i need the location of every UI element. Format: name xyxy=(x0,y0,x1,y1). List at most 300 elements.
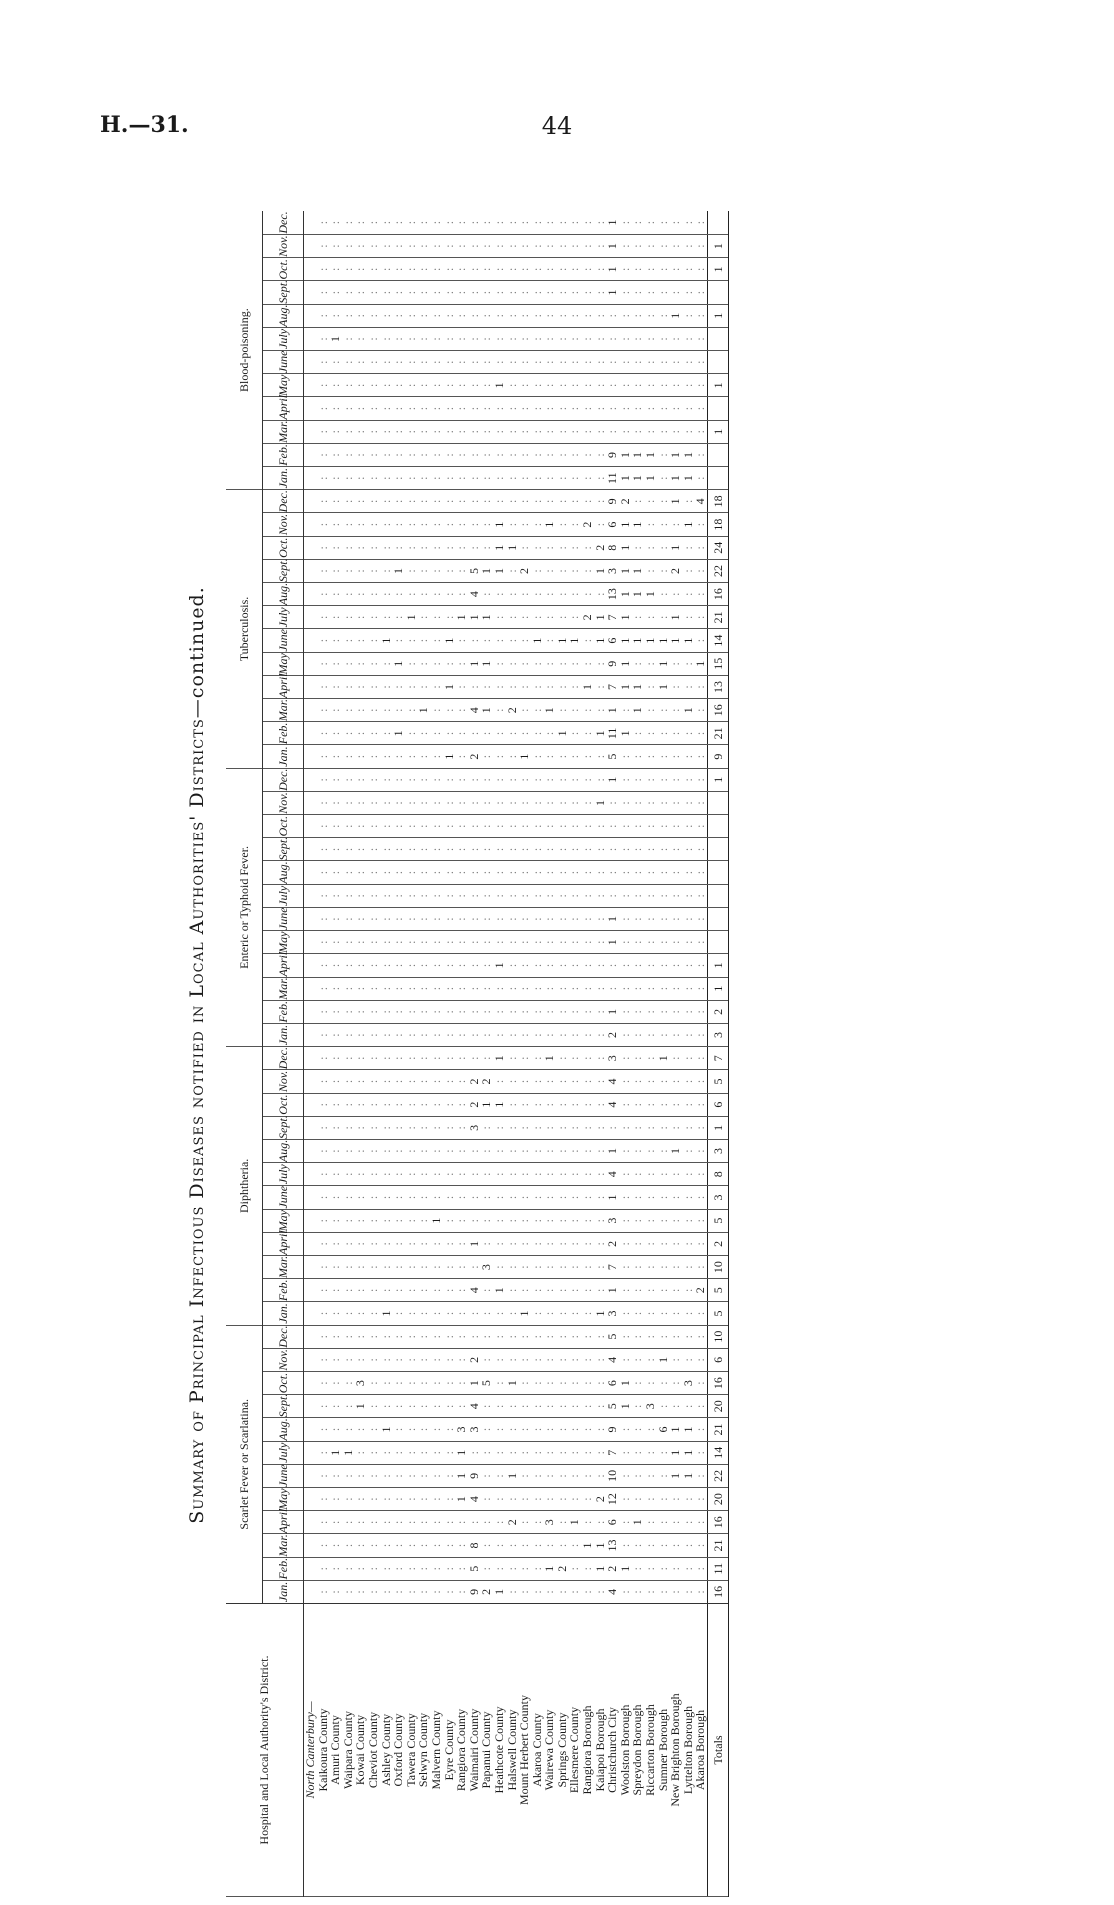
empty-cell: : xyxy=(417,1093,430,1116)
table-row xyxy=(392,211,405,1897)
case-count: 1 xyxy=(631,1511,644,1534)
empty-cell: : xyxy=(367,490,380,513)
empty-cell: : xyxy=(506,815,519,838)
empty-cell: : xyxy=(480,1279,493,1302)
empty-cell: : xyxy=(682,1139,695,1162)
empty-cell: : xyxy=(455,420,468,443)
case-count: 1 xyxy=(518,1302,531,1325)
empty-cell: : xyxy=(468,443,481,466)
empty-cell: : xyxy=(568,1557,581,1580)
empty-cell: : xyxy=(644,1255,657,1278)
empty-cell: : xyxy=(367,699,380,722)
empty-cell: : xyxy=(342,374,355,397)
case-count: 8 xyxy=(606,536,619,559)
empty-cell xyxy=(304,1534,317,1557)
total-value: 10 xyxy=(708,1255,729,1278)
empty-cell: : xyxy=(480,977,493,1000)
case-count: 1 xyxy=(594,722,607,745)
empty-cell: : xyxy=(631,931,644,954)
empty-cell: : xyxy=(380,1209,393,1232)
empty-cell: : xyxy=(354,1023,367,1046)
empty-cell: : xyxy=(631,327,644,350)
month-header: Feb. xyxy=(263,1000,304,1023)
empty-cell: : xyxy=(443,861,456,884)
empty-cell: : xyxy=(354,1580,367,1603)
case-count: 1 xyxy=(682,1441,695,1464)
empty-cell: : xyxy=(354,1209,367,1232)
case-count: 1 xyxy=(606,1186,619,1209)
empty-cell: : xyxy=(518,374,531,397)
empty-cell: : xyxy=(657,374,670,397)
empty-cell: : xyxy=(531,954,544,977)
empty-cell: : xyxy=(430,1000,443,1023)
empty-cell: : xyxy=(405,1255,418,1278)
empty-cell: : xyxy=(619,907,632,930)
empty-cell: : xyxy=(392,1534,405,1557)
empty-cell: : xyxy=(367,1139,380,1162)
empty-cell xyxy=(304,977,317,1000)
case-count: 1 xyxy=(480,699,493,722)
empty-cell: : xyxy=(317,420,330,443)
empty-cell: : xyxy=(581,327,594,350)
district-name: Waipara County xyxy=(342,1604,355,1897)
empty-cell: : xyxy=(367,235,380,258)
empty-cell: : xyxy=(329,351,342,374)
empty-cell: : xyxy=(317,1023,330,1046)
district-name: New Brighton Borough xyxy=(669,1604,682,1897)
empty-cell: : xyxy=(631,1186,644,1209)
empty-cell: : xyxy=(342,1000,355,1023)
empty-cell: : xyxy=(556,1534,569,1557)
month-header: Mar. xyxy=(263,1534,304,1557)
empty-cell: : xyxy=(581,443,594,466)
month-header: Sept. xyxy=(263,838,304,861)
empty-cell: : xyxy=(480,1232,493,1255)
empty-cell: : xyxy=(317,374,330,397)
empty-cell: : xyxy=(619,1325,632,1348)
total-value xyxy=(708,861,729,884)
empty-cell: : xyxy=(556,559,569,582)
empty-cell: : xyxy=(644,1000,657,1023)
empty-cell: : xyxy=(631,1023,644,1046)
empty-cell: : xyxy=(631,745,644,768)
district-name: Christchurch City xyxy=(606,1604,619,1897)
empty-cell: : xyxy=(430,374,443,397)
empty-cell: : xyxy=(430,211,443,235)
empty-cell: : xyxy=(682,327,695,350)
empty-cell: : xyxy=(594,467,607,490)
empty-cell: : xyxy=(581,745,594,768)
empty-cell: : xyxy=(493,1464,506,1487)
empty-cell: : xyxy=(417,954,430,977)
month-header: Nov. xyxy=(263,791,304,814)
month-header: Mar. xyxy=(263,699,304,722)
empty-cell: : xyxy=(480,443,493,466)
case-count: 13 xyxy=(606,1534,619,1557)
empty-cell: : xyxy=(342,931,355,954)
empty-cell: : xyxy=(480,1139,493,1162)
empty-cell xyxy=(304,1395,317,1418)
empty-cell: : xyxy=(493,397,506,420)
empty-cell: : xyxy=(455,1395,468,1418)
empty-cell: : xyxy=(518,1255,531,1278)
empty-cell: : xyxy=(380,513,393,536)
total-value xyxy=(708,351,729,374)
empty-cell: : xyxy=(682,1325,695,1348)
empty-cell: : xyxy=(568,513,581,536)
empty-cell: : xyxy=(392,745,405,768)
empty-cell: : xyxy=(317,954,330,977)
empty-cell: : xyxy=(430,327,443,350)
empty-cell: : xyxy=(317,1487,330,1510)
empty-cell xyxy=(304,1000,317,1023)
empty-cell: : xyxy=(354,397,367,420)
empty-cell: : xyxy=(480,768,493,791)
empty-cell: : xyxy=(380,258,393,281)
empty-cell: : xyxy=(392,1070,405,1093)
empty-cell: : xyxy=(631,861,644,884)
empty-cell: : xyxy=(619,1279,632,1302)
case-count: 1 xyxy=(506,1464,519,1487)
empty-cell: : xyxy=(657,1209,670,1232)
empty-cell: : xyxy=(443,907,456,930)
empty-cell: : xyxy=(694,467,707,490)
case-count: 9 xyxy=(606,490,619,513)
empty-cell: : xyxy=(443,235,456,258)
empty-cell: : xyxy=(417,467,430,490)
total-value: 14 xyxy=(708,1441,729,1464)
table-row xyxy=(669,211,682,1897)
case-count: 1 xyxy=(657,675,670,698)
district-name: Waimairi County xyxy=(468,1604,481,1897)
empty-cell: : xyxy=(531,1139,544,1162)
empty-cell: : xyxy=(455,954,468,977)
empty-cell: : xyxy=(430,281,443,304)
empty-cell: : xyxy=(543,838,556,861)
empty-cell: : xyxy=(669,907,682,930)
case-count: 1 xyxy=(631,513,644,536)
empty-cell: : xyxy=(594,907,607,930)
empty-cell: : xyxy=(468,235,481,258)
empty-cell: : xyxy=(354,513,367,536)
empty-cell: : xyxy=(657,1279,670,1302)
empty-cell: : xyxy=(417,258,430,281)
empty-cell: : xyxy=(392,490,405,513)
empty-cell: : xyxy=(405,1302,418,1325)
empty-cell: : xyxy=(342,397,355,420)
empty-cell: : xyxy=(506,281,519,304)
empty-cell: : xyxy=(531,327,544,350)
empty-cell: : xyxy=(669,351,682,374)
case-count: 1 xyxy=(342,1441,355,1464)
empty-cell: : xyxy=(543,629,556,652)
empty-cell: : xyxy=(543,1464,556,1487)
empty-cell: : xyxy=(556,1209,569,1232)
empty-cell: : xyxy=(329,281,342,304)
empty-cell: : xyxy=(380,1186,393,1209)
month-header: June xyxy=(263,907,304,930)
empty-cell: : xyxy=(556,1047,569,1070)
disease-group-header: Diphtheria. xyxy=(226,1047,263,1325)
empty-cell: : xyxy=(531,1487,544,1510)
empty-cell: : xyxy=(556,1371,569,1394)
empty-cell: : xyxy=(367,1116,380,1139)
empty-cell: : xyxy=(619,1580,632,1603)
case-count: 1 xyxy=(631,629,644,652)
case-count: 3 xyxy=(682,1371,695,1394)
empty-cell: : xyxy=(506,745,519,768)
empty-cell: : xyxy=(682,1000,695,1023)
empty-cell: : xyxy=(455,1116,468,1139)
case-count: 1 xyxy=(543,699,556,722)
case-count: 1 xyxy=(657,652,670,675)
empty-cell: : xyxy=(556,931,569,954)
empty-cell: : xyxy=(392,1325,405,1348)
month-header: Oct. xyxy=(263,536,304,559)
empty-cell: : xyxy=(556,977,569,1000)
empty-cell: : xyxy=(669,1047,682,1070)
empty-cell: : xyxy=(392,281,405,304)
empty-cell: : xyxy=(657,467,670,490)
empty-cell: : xyxy=(493,815,506,838)
empty-cell: : xyxy=(480,722,493,745)
empty-cell: : xyxy=(594,699,607,722)
empty-cell: : xyxy=(342,884,355,907)
empty-cell: : xyxy=(631,1395,644,1418)
empty-cell: : xyxy=(518,443,531,466)
empty-cell: : xyxy=(417,443,430,466)
empty-cell: : xyxy=(367,745,380,768)
empty-cell: : xyxy=(455,513,468,536)
empty-cell: : xyxy=(568,281,581,304)
empty-cell: : xyxy=(468,1163,481,1186)
empty-cell: : xyxy=(556,397,569,420)
empty-cell: : xyxy=(669,884,682,907)
empty-cell: : xyxy=(581,1511,594,1534)
empty-cell: : xyxy=(644,1116,657,1139)
empty-cell: : xyxy=(581,1116,594,1139)
empty-cell xyxy=(304,1371,317,1394)
empty-cell: : xyxy=(594,443,607,466)
empty-cell: : xyxy=(493,1209,506,1232)
empty-cell: : xyxy=(354,1487,367,1510)
table-row xyxy=(367,211,380,1897)
empty-cell: : xyxy=(468,281,481,304)
empty-cell: : xyxy=(669,1534,682,1557)
empty-cell: : xyxy=(518,467,531,490)
empty-cell: : xyxy=(506,1348,519,1371)
case-count: 1 xyxy=(669,536,682,559)
empty-cell: : xyxy=(493,1418,506,1441)
empty-cell: : xyxy=(531,1279,544,1302)
month-header: Jan. xyxy=(263,745,304,768)
empty-cell: : xyxy=(682,675,695,698)
empty-cell: : xyxy=(367,768,380,791)
empty-cell: : xyxy=(380,304,393,327)
empty-cell: : xyxy=(405,1047,418,1070)
empty-cell: : xyxy=(329,1255,342,1278)
empty-cell: : xyxy=(506,931,519,954)
empty-cell: : xyxy=(506,420,519,443)
empty-cell: : xyxy=(631,1464,644,1487)
empty-cell xyxy=(304,536,317,559)
empty-cell: : xyxy=(342,235,355,258)
case-count: 1 xyxy=(644,629,657,652)
empty-cell: : xyxy=(317,768,330,791)
empty-cell: : xyxy=(631,1255,644,1278)
empty-cell: : xyxy=(380,397,393,420)
empty-cell: : xyxy=(581,559,594,582)
empty-cell: : xyxy=(405,791,418,814)
empty-cell: : xyxy=(619,977,632,1000)
empty-cell: : xyxy=(581,235,594,258)
empty-cell: : xyxy=(556,1163,569,1186)
empty-cell: : xyxy=(657,1395,670,1418)
empty-cell: : xyxy=(682,420,695,443)
empty-cell: : xyxy=(518,1464,531,1487)
empty-cell: : xyxy=(506,1209,519,1232)
empty-cell: : xyxy=(443,1534,456,1557)
empty-cell: : xyxy=(354,838,367,861)
empty-cell: : xyxy=(468,675,481,698)
empty-cell: : xyxy=(531,420,544,443)
empty-cell: : xyxy=(417,1511,430,1534)
empty-cell: : xyxy=(506,1557,519,1580)
month-header: Dec. xyxy=(263,1047,304,1070)
empty-cell: : xyxy=(342,815,355,838)
empty-cell: : xyxy=(367,1255,380,1278)
empty-cell: : xyxy=(417,1186,430,1209)
empty-cell: : xyxy=(405,1070,418,1093)
empty-cell: : xyxy=(317,1348,330,1371)
empty-cell: : xyxy=(329,559,342,582)
empty-cell: : xyxy=(443,327,456,350)
empty-cell: : xyxy=(367,1047,380,1070)
empty-cell: : xyxy=(329,258,342,281)
case-count: 1 xyxy=(443,675,456,698)
empty-cell: : xyxy=(342,1464,355,1487)
case-count: 2 xyxy=(606,1232,619,1255)
case-count: 1 xyxy=(468,606,481,629)
empty-cell: : xyxy=(480,861,493,884)
empty-cell: : xyxy=(657,1093,670,1116)
empty-cell: : xyxy=(380,861,393,884)
empty-cell: : xyxy=(657,1325,670,1348)
empty-cell: : xyxy=(493,1023,506,1046)
empty-cell: : xyxy=(518,768,531,791)
empty-cell: : xyxy=(644,1557,657,1580)
empty-cell: : xyxy=(506,791,519,814)
empty-cell xyxy=(304,954,317,977)
empty-cell xyxy=(304,861,317,884)
empty-cell: : xyxy=(657,954,670,977)
empty-cell: : xyxy=(531,722,544,745)
empty-cell: : xyxy=(506,559,519,582)
empty-cell: : xyxy=(430,652,443,675)
empty-cell: : xyxy=(367,1279,380,1302)
empty-cell: : xyxy=(543,1371,556,1394)
empty-cell: : xyxy=(430,235,443,258)
empty-cell: : xyxy=(342,467,355,490)
empty-cell: : xyxy=(556,467,569,490)
empty-cell: : xyxy=(556,768,569,791)
case-count: 2 xyxy=(480,1070,493,1093)
empty-cell: : xyxy=(694,1418,707,1441)
empty-cell: : xyxy=(443,722,456,745)
empty-cell: : xyxy=(694,1116,707,1139)
case-count: 1 xyxy=(669,606,682,629)
empty-cell: : xyxy=(354,374,367,397)
empty-cell: : xyxy=(417,1371,430,1394)
empty-cell: : xyxy=(329,536,342,559)
district-name: Sumner Borough xyxy=(657,1604,670,1897)
empty-cell: : xyxy=(568,907,581,930)
empty-cell: : xyxy=(657,327,670,350)
empty-cell: : xyxy=(329,722,342,745)
case-count: 1 xyxy=(493,1047,506,1070)
empty-cell: : xyxy=(417,1116,430,1139)
empty-cell: : xyxy=(631,768,644,791)
empty-cell: : xyxy=(380,1325,393,1348)
empty-cell: : xyxy=(317,629,330,652)
empty-cell: : xyxy=(556,536,569,559)
empty-cell: : xyxy=(531,374,544,397)
empty-cell: : xyxy=(367,861,380,884)
empty-cell: : xyxy=(417,931,430,954)
case-count: 1 xyxy=(455,1441,468,1464)
empty-cell: : xyxy=(531,1418,544,1441)
empty-cell: : xyxy=(556,211,569,235)
case-count: 3 xyxy=(543,1511,556,1534)
empty-cell: : xyxy=(317,884,330,907)
empty-cell: : xyxy=(669,327,682,350)
empty-cell: : xyxy=(581,304,594,327)
empty-cell: : xyxy=(556,1302,569,1325)
empty-cell: : xyxy=(405,768,418,791)
empty-cell xyxy=(304,838,317,861)
empty-cell: : xyxy=(531,304,544,327)
empty-cell: : xyxy=(606,1116,619,1139)
empty-cell: : xyxy=(405,1580,418,1603)
table-row xyxy=(531,211,544,1897)
empty-cell: : xyxy=(556,1255,569,1278)
empty-cell: : xyxy=(380,1116,393,1139)
month-header: May xyxy=(263,931,304,954)
empty-cell: : xyxy=(568,327,581,350)
empty-cell: : xyxy=(606,815,619,838)
empty-cell: : xyxy=(430,907,443,930)
empty-cell xyxy=(304,559,317,582)
empty-cell: : xyxy=(443,513,456,536)
case-count: 7 xyxy=(606,675,619,698)
empty-cell: : xyxy=(493,420,506,443)
empty-cell: : xyxy=(455,861,468,884)
empty-cell: : xyxy=(443,1047,456,1070)
empty-cell: : xyxy=(480,745,493,768)
empty-cell: : xyxy=(480,1023,493,1046)
case-count: 1 xyxy=(644,467,657,490)
empty-cell: : xyxy=(594,1511,607,1534)
empty-cell: : xyxy=(556,1232,569,1255)
empty-cell: : xyxy=(568,1186,581,1209)
empty-cell: : xyxy=(682,815,695,838)
empty-cell xyxy=(304,420,317,443)
empty-cell: : xyxy=(568,1441,581,1464)
empty-cell: : xyxy=(493,722,506,745)
empty-cell: : xyxy=(619,1232,632,1255)
case-count: 2 xyxy=(606,1023,619,1046)
empty-cell: : xyxy=(443,1116,456,1139)
